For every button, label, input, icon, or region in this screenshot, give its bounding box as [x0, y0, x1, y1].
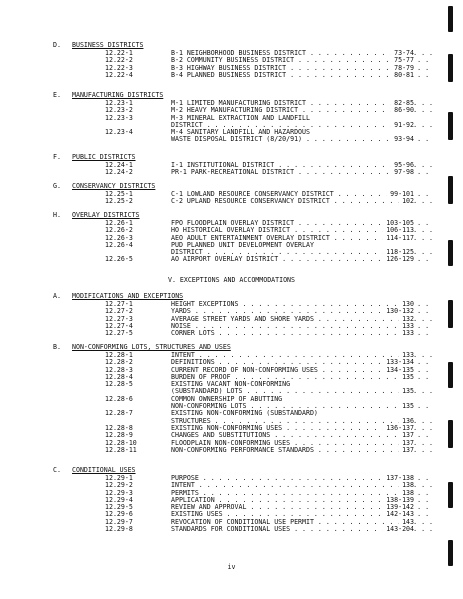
entry-pages: 78-79	[391, 65, 414, 72]
toc-entry[interactable]	[0, 410, 463, 417]
section-title: CONSERVANCY DISTRICTS	[72, 182, 156, 190]
entry-title: REVIEW AND APPROVAL . . .	[171, 504, 433, 511]
entry-title: AO AIRPORT OVERLAY DISTRICT . . .	[171, 256, 433, 263]
entry-code: 12.28-2	[105, 358, 133, 367]
entry-pages: 137-138	[383, 475, 414, 482]
entry-pages: 135	[399, 403, 414, 410]
section-letter: B.	[53, 343, 61, 351]
section-title: MANUFACTURING DISTRICTS	[72, 91, 164, 99]
section-letter: A.	[53, 292, 61, 300]
entry-title: B-2 COMMUNITY BUSINESS DISTRICT . . .	[171, 57, 433, 64]
toc-entry[interactable]	[0, 396, 463, 403]
binding-mark	[448, 54, 453, 82]
entry-code: 12.27-1	[105, 300, 133, 308]
entry-title: NON-CONFORMING PERFORMANCE STANDARDS . . .	[171, 447, 433, 454]
entry-code: 12.27-3	[105, 314, 133, 323]
toc-entry[interactable]	[0, 511, 463, 518]
entry-title: STRUCTURES . . .	[171, 418, 433, 425]
entry-pages: 138	[399, 490, 414, 497]
entry-code: 12.23-4	[105, 128, 133, 137]
entry-title: AEO ADULT ENTERTAINMENT OVERLAY DISTRICT . . .	[171, 235, 433, 242]
entry-pages: 136-137	[383, 425, 414, 432]
entry-code: 12.28-4	[105, 372, 133, 381]
toc-entry[interactable]	[0, 432, 463, 439]
binding-mark	[448, 482, 453, 508]
entry-pages: 134-135	[383, 367, 414, 374]
entry-code: 12.27-4	[105, 321, 133, 330]
entry-title: I-1 INSTITUTIONAL DISTRICT . . .	[171, 162, 433, 169]
page-number: iv	[227, 563, 236, 571]
entry-title: CORNER LOTS . . .	[171, 330, 433, 337]
entry-pages: 102	[399, 198, 414, 205]
section-letter: F.	[53, 153, 61, 161]
binding-mark	[448, 540, 453, 566]
entry-title: WASTE DISPOSAL DISTRICT (8/20/91) . . .	[171, 136, 433, 143]
entry-pages: 93-94	[391, 136, 414, 143]
entry-title: NOISE . . .	[171, 323, 433, 330]
section-title: BUSINESS DISTRICTS	[72, 41, 144, 49]
toc-entry[interactable]	[0, 308, 463, 315]
entry-code: 12.28-11	[105, 445, 137, 454]
entry-code: 12.28-8	[105, 423, 133, 432]
section-letter: H.	[53, 211, 61, 219]
entry-title: NON-CONFORMING LOTS . . .	[171, 403, 433, 410]
toc-entry[interactable]	[0, 235, 463, 242]
toc-entry[interactable]	[0, 482, 463, 489]
section-letter: G.	[53, 182, 61, 190]
entry-pages: 75-77	[391, 57, 414, 64]
entry-code: 12.29-6	[105, 510, 133, 519]
entry-code: 12.22-2	[105, 56, 133, 65]
entry-title: M-4 SANITARY LANDFILL AND HAZARDOUS	[171, 129, 310, 137]
entry-pages: 99-101	[387, 191, 414, 198]
toc-entry-continuation[interactable]	[0, 388, 463, 395]
toc-entry[interactable]	[0, 425, 463, 432]
chapter-heading: V. EXCEPTIONS AND ACCOMMODATIONS	[167, 276, 296, 284]
entry-code: 12.28-5	[105, 380, 133, 389]
entry-code: 12.23-2	[105, 106, 133, 115]
entry-pages: 138	[399, 482, 414, 489]
entry-title: INTENT . . .	[171, 482, 433, 489]
binding-mark	[448, 362, 453, 388]
entry-title: AVERAGE STREET YARDS AND SHORE YARDS . . .	[171, 316, 433, 323]
entry-title: APPLICATION . . .	[171, 497, 433, 504]
entry-title: PERMITS . . .	[171, 490, 433, 497]
entry-code: 12.25-1	[105, 190, 133, 198]
binding-mark	[448, 420, 453, 448]
entry-title: B-4 PLANNED BUSINESS DISTRICT . . .	[171, 72, 433, 79]
entry-title: C-2 UPLAND RESOURCE CONSERVANCY DISTRICT . . .	[171, 198, 433, 205]
entry-code: 12.24-2	[105, 168, 133, 177]
entry-title: CHANGES AND SUBSTITUTIONS . . .	[171, 432, 433, 439]
entry-title: YARDS . . .	[171, 308, 433, 315]
entry-code: 12.26-1	[105, 219, 133, 227]
entry-title: DEFINITIONS . . .	[171, 359, 433, 366]
entry-code: 12.29-2	[105, 481, 133, 490]
entry-code: 12.26-5	[105, 255, 133, 264]
entry-code: 12.22-1	[105, 49, 133, 57]
section-letter: E.	[53, 91, 61, 99]
entry-pages: 135	[399, 374, 414, 381]
section-letter: D.	[53, 41, 61, 49]
entry-code: 12.29-5	[105, 503, 133, 512]
toc-entry[interactable]	[0, 198, 463, 205]
entry-title: FPO FLOODPLAIN OVERLAY DISTRICT . . .	[171, 220, 433, 227]
toc-entry-continuation[interactable]	[0, 136, 463, 143]
toc-entry[interactable]	[0, 169, 463, 176]
toc-entry[interactable]	[0, 316, 463, 323]
entry-title: HO HISTORICAL OVERLAY DISTRICT . . .	[171, 227, 433, 234]
entry-code: 12.29-7	[105, 517, 133, 526]
entry-code: 12.27-2	[105, 307, 133, 316]
entry-code: 12.28-6	[105, 394, 133, 403]
entry-title: M-2 HEAVY MANUFACTURING DISTRICT . . .	[171, 107, 433, 114]
binding-mark	[448, 176, 453, 204]
section-title: MODIFICATIONS AND EXCEPTIONS	[72, 292, 184, 300]
entry-pages: 126-129	[383, 256, 414, 263]
entry-code: 12.27-5	[105, 329, 133, 338]
toc-entry-continuation[interactable]	[0, 122, 463, 129]
entry-title: HEIGHT EXCEPTIONS . . .	[171, 301, 433, 308]
entry-pages: 103-105	[383, 220, 414, 227]
entry-title: PUD PLANNED UNIT DEVELOPMENT OVERLAY	[171, 241, 314, 249]
entry-code: 12.29-1	[105, 474, 133, 482]
entry-code: 12.29-8	[105, 525, 133, 534]
entry-code: 12.29-3	[105, 488, 133, 497]
entry-title: C-1 LOWLAND RESOURCE CONSERVANCY DISTRICT . . .	[171, 191, 433, 198]
section-title: NON-CONFORMING LOTS, STRUCTURES AND USES	[72, 343, 231, 351]
toc-entry[interactable]	[0, 191, 463, 198]
entry-title: INTENT . . .	[171, 352, 433, 359]
entry-pages: 136	[399, 418, 414, 425]
entry-pages: 137	[399, 447, 414, 454]
entry-title: M-1 LIMITED MANUFACTURING DISTRICT . . .	[171, 100, 433, 107]
section-letter: C.	[53, 466, 61, 474]
entry-pages: 133	[399, 330, 414, 337]
entry-title: CURRENT RECORD OF NON-CONFORMING USES . . .	[171, 367, 433, 374]
entry-code: 12.28-3	[105, 365, 133, 374]
entry-code: 12.28-9	[105, 431, 133, 440]
entry-pages: 86-90	[391, 107, 414, 114]
entry-code: 12.29-4	[105, 495, 133, 504]
entry-pages: 133	[399, 352, 414, 359]
section-title: CONDITIONAL USES	[72, 466, 136, 474]
toc-entry[interactable]	[0, 256, 463, 263]
entry-pages: 139-142	[383, 504, 414, 511]
toc-entry[interactable]	[0, 330, 463, 337]
entry-code: 12.23-1	[105, 99, 133, 107]
entry-code: 12.23-3	[105, 113, 133, 122]
entry-title: EXISTING VACANT NON-CONFORMING	[171, 381, 291, 389]
entry-title: (SUBSTANDARD) LOTS . . .	[171, 388, 433, 395]
toc-entry[interactable]	[0, 381, 463, 388]
toc-entry[interactable]	[0, 475, 463, 482]
binding-mark	[448, 112, 453, 140]
toc-entry[interactable]	[0, 323, 463, 330]
entry-title: PURPOSE . . .	[171, 475, 433, 482]
section-title: OVERLAY DISTRICTS	[72, 211, 140, 219]
entry-code: 12.22-3	[105, 63, 133, 72]
entry-pages: 130	[399, 301, 414, 308]
entry-code: 12.26-4	[105, 240, 133, 249]
entry-pages: 106-113	[383, 227, 414, 234]
entry-code: 12.22-4	[105, 70, 133, 79]
entry-title: B-3 HIGHWAY BUSINESS DISTRICT . . .	[171, 65, 433, 72]
entry-title: M-3 MINERAL EXTRACTION AND LANDFILL	[171, 114, 310, 122]
toc-entry[interactable]	[0, 374, 463, 381]
entry-pages: 143	[399, 519, 414, 526]
entry-code: 12.28-10	[105, 438, 137, 447]
entry-title: DISTRICT . . .	[171, 122, 433, 129]
entry-pages: 114-117	[383, 235, 414, 242]
toc-entry[interactable]	[0, 72, 463, 79]
entry-pages: 138-139	[383, 497, 414, 504]
entry-pages: 95-96	[391, 162, 414, 169]
entry-title: EXISTING NON-CONFORMING (SUBSTANDARD)	[171, 410, 318, 418]
entry-title: STANDARDS FOR CONDITIONAL USES . . .	[171, 526, 433, 533]
entry-pages: 135	[399, 388, 414, 395]
entry-pages: 143-204	[383, 526, 414, 533]
entry-title: FLOODPLAIN NON-CONFORMING USES . . .	[171, 440, 433, 447]
entry-pages: 118-125	[383, 249, 414, 256]
entry-pages: 91-92	[391, 122, 414, 129]
toc-entry-continuation[interactable]	[0, 403, 463, 410]
entry-title: REVOCATION OF CONDITIONAL USE PERMIT . . .	[171, 519, 433, 526]
entry-code: 12.25-2	[105, 197, 133, 206]
binding-mark	[448, 6, 453, 32]
entry-pages: 133	[399, 323, 414, 330]
toc-entry[interactable]	[0, 107, 463, 114]
entry-pages: 137	[399, 440, 414, 447]
binding-mark	[448, 300, 453, 328]
entry-pages: 133-134	[383, 359, 414, 366]
binding-mark	[448, 240, 453, 266]
entry-code: 12.28-1	[105, 351, 133, 359]
entry-title: EXISTING USES . . .	[171, 511, 433, 518]
entry-pages: 130-132	[383, 308, 414, 315]
toc-entry[interactable]	[0, 526, 463, 533]
entry-title: PR-1 PARK-RECREATIONAL DISTRICT . . .	[171, 169, 433, 176]
entry-title: B-1 NEIGHBORHOOD BUSINESS DISTRICT . . .	[171, 50, 433, 57]
toc-entry[interactable]	[0, 447, 463, 454]
entry-title: COMMON OWNERSHIP OF ABUTTING	[171, 395, 283, 403]
entry-pages: 132	[399, 316, 414, 323]
entry-code: 12.28-7	[105, 409, 133, 418]
entry-title: BURDEN OF PROOF . . .	[171, 374, 433, 381]
entry-code: 12.26-3	[105, 233, 133, 242]
entry-pages: 97-98	[391, 169, 414, 176]
entry-title: DISTRICT . . .	[171, 249, 433, 256]
entry-pages: 137	[399, 432, 414, 439]
toc-entry[interactable]	[0, 440, 463, 447]
entry-pages: 82-85	[391, 100, 414, 107]
section-title: PUBLIC DISTRICTS	[72, 153, 136, 161]
entry-code: 12.24-1	[105, 161, 133, 169]
entry-pages: 80-81	[391, 72, 414, 79]
entry-code: 12.26-2	[105, 226, 133, 235]
entry-pages: 142-143	[383, 511, 414, 518]
entry-title: EXISTING NON-CONFORMING USES . . .	[171, 425, 433, 432]
toc-entry[interactable]	[0, 367, 463, 374]
entry-pages: 73-74	[391, 50, 414, 57]
